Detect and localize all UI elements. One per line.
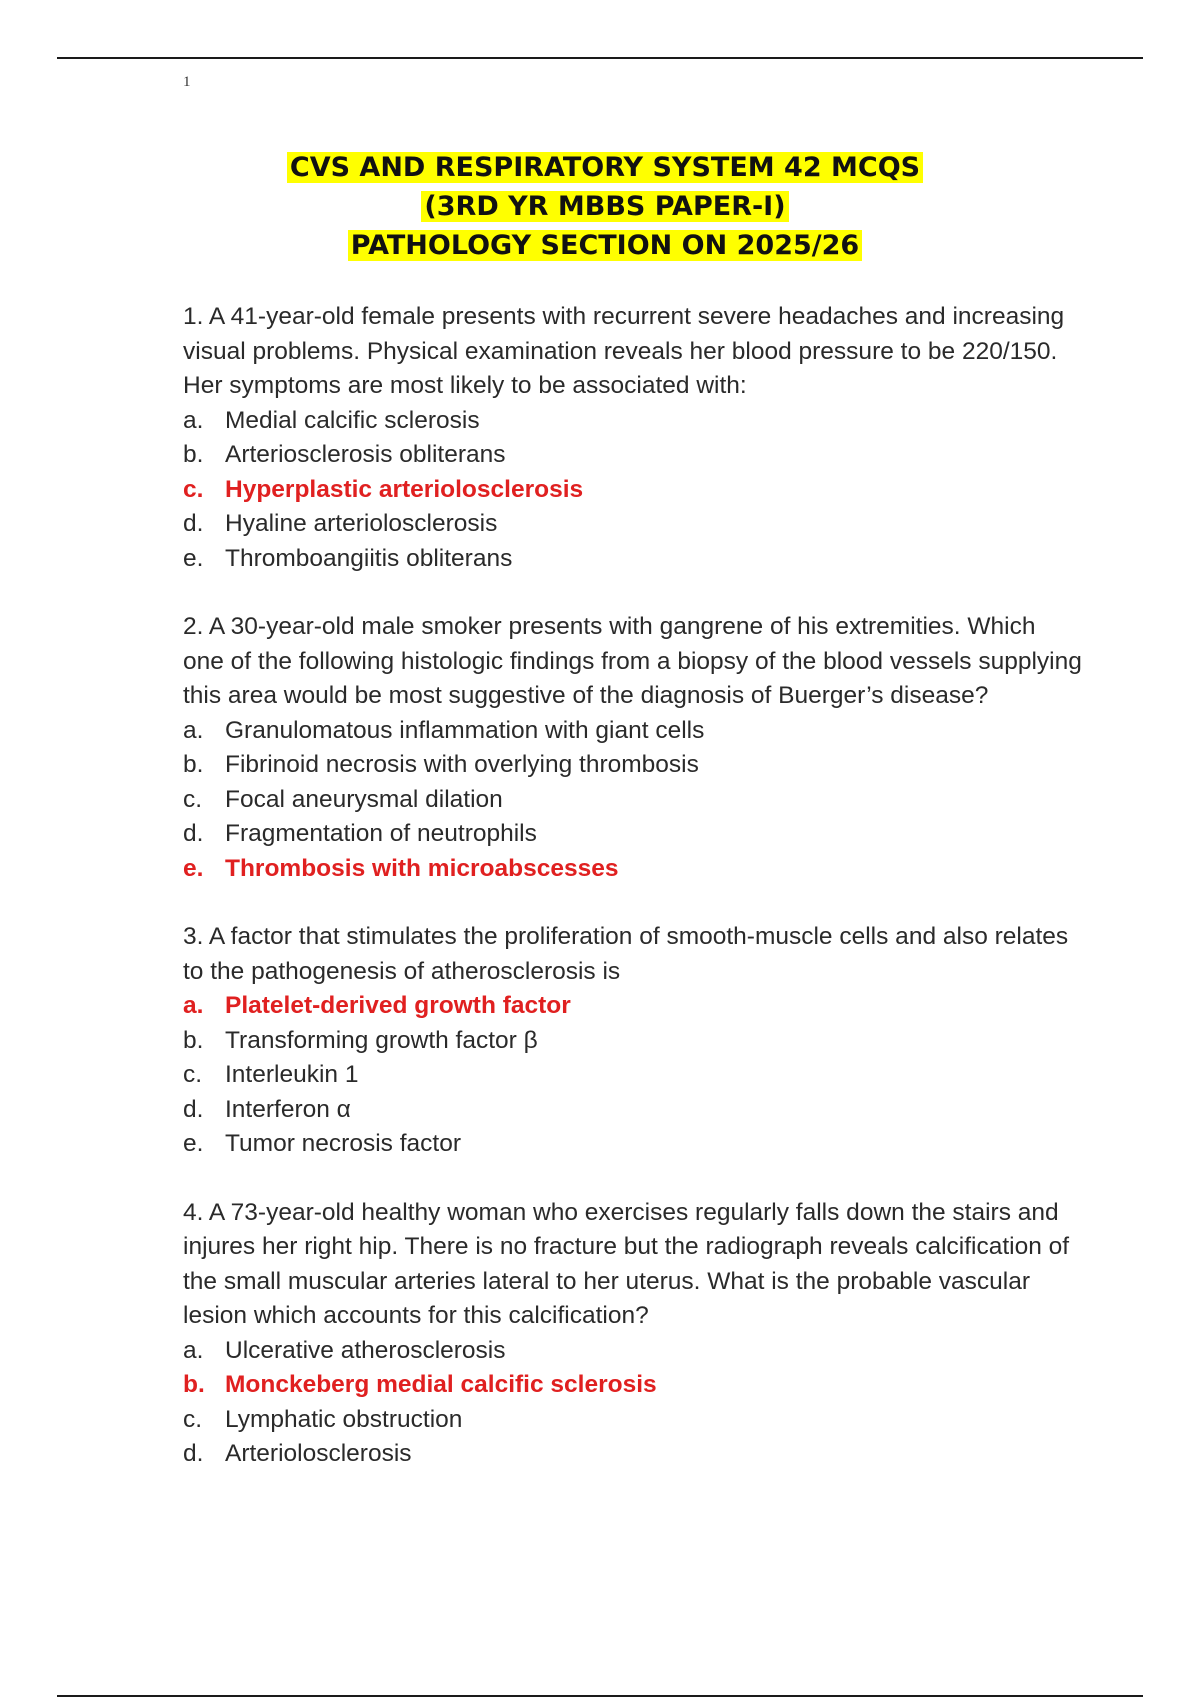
option-list [183,714,1083,887]
option-letter: c. [183,785,203,813]
option-text: Focal aneurysmal dilation [225,785,503,813]
question-3 [183,920,1083,1162]
option-c-correct-answer [183,473,1083,508]
title-line-2 [0,187,1200,226]
question-4 [183,1196,1083,1472]
option-letter: d. [183,510,204,537]
option-text: Arteriosclerosis obliterans [225,441,506,468]
option-c [183,1403,1083,1438]
option-b [183,748,1083,783]
option-d [183,1437,1083,1472]
option-a [183,404,1083,439]
option-letter: a. [183,1336,204,1364]
option-c [183,783,1083,818]
option-text: Transforming growth factor β [225,1026,538,1054]
option-e [183,542,1083,577]
option-letter: a. [183,716,204,744]
option-text: Ulcerative atherosclerosis [225,1336,506,1364]
option-text: Arteriolosclerosis [225,1440,412,1467]
option-text: Granulomatous inflammation with giant cells [225,716,705,744]
document-title [0,148,1200,265]
option-text: Lymphatic obstruction [225,1405,463,1433]
question-stem: 4. A 73-year-old healthy woman who exercises regularly falls down the stairs and injures her right hip. There is no fracture but the radiograph reveals calcification of the small muscular arteries lateral to her uterus. What is the probable vascular lesion which accounts for this calcification? [183,1198,1070,1329]
option-letter: d. [183,1095,204,1123]
question-stem: 1. A 41-year-old female presents with recurrent severe headaches and increasing visual problems. Physical examination reveals her blood pressure to be 220/150. Her symptoms are most likely to be associated with: [183,303,1065,399]
option-text: Tumor necrosis factor [225,1130,461,1157]
option-text: Fragmentation of neutrophils [225,820,537,847]
top-rule [57,57,1143,59]
option-text: Hyaline arteriolosclerosis [225,510,498,537]
question-2 [183,610,1083,886]
question-1 [183,300,1083,576]
option-letter: b. [183,441,204,468]
option-d [183,507,1083,542]
option-e [183,1127,1083,1162]
bottom-rule [57,1695,1143,1697]
title-line-2-text: (3RD YR MBBS PAPER-I) [421,191,788,222]
option-text: Interleukin 1 [225,1061,359,1088]
option-d [183,1093,1083,1128]
title-line-3 [0,226,1200,265]
title-line-1 [0,148,1200,187]
option-text: Fibrinoid necrosis with overlying thrombosis [225,751,699,778]
option-list [183,989,1083,1162]
option-list [183,404,1083,577]
option-letter: e. [183,854,204,882]
page-number: 1 [183,74,191,90]
option-letter: e. [183,1130,204,1157]
question-stem: 3. A factor that stimulates the proliferation of smooth-muscle cells and also relates to the pathogenesis of atherosclerosis is [183,923,1069,985]
option-text: Platelet-derived growth factor [225,992,571,1019]
title-line-3-text: PATHOLOGY SECTION ON 2025/26 [348,230,862,261]
option-text: Hyperplastic arteriolosclerosis [225,475,584,503]
option-letter: c. [183,475,204,503]
option-a-correct-answer [183,989,1083,1024]
option-text: Thromboangiitis obliterans [225,544,513,572]
title-line-1-text: CVS AND RESPIRATORY SYSTEM 42 MCQS [287,152,923,183]
option-letter: e. [183,544,204,572]
option-letter: c. [183,1405,203,1433]
option-letter: c. [183,1061,203,1088]
option-letter: b. [183,751,204,778]
question-stem: 2. A 30-year-old male smoker presents with gangrene of his extremities. Which one of the following histologic findings from a biopsy of the blood vessels supplying this area would be most suggestive of the diagnosis of Buerger’s disease? [183,613,1082,709]
option-b [183,438,1083,473]
option-a [183,1334,1083,1369]
option-a [183,714,1083,749]
option-c [183,1058,1083,1093]
option-text: Thrombosis with microabscesses [225,854,619,882]
option-text: Medial calcific sclerosis [225,406,480,434]
option-b [183,1024,1083,1059]
option-letter: a. [183,992,204,1019]
option-letter: d. [183,1440,204,1467]
option-letter: a. [183,406,204,434]
option-text: Interferon α [225,1095,351,1123]
option-letter: b. [183,1026,204,1054]
option-e-correct-answer [183,852,1083,887]
option-letter: d. [183,820,204,847]
option-text: Monckeberg medial calcific sclerosis [225,1371,657,1398]
option-list [183,1334,1083,1472]
option-d [183,817,1083,852]
question-list [183,300,1083,1506]
option-letter: b. [183,1371,205,1398]
option-b-correct-answer [183,1368,1083,1403]
